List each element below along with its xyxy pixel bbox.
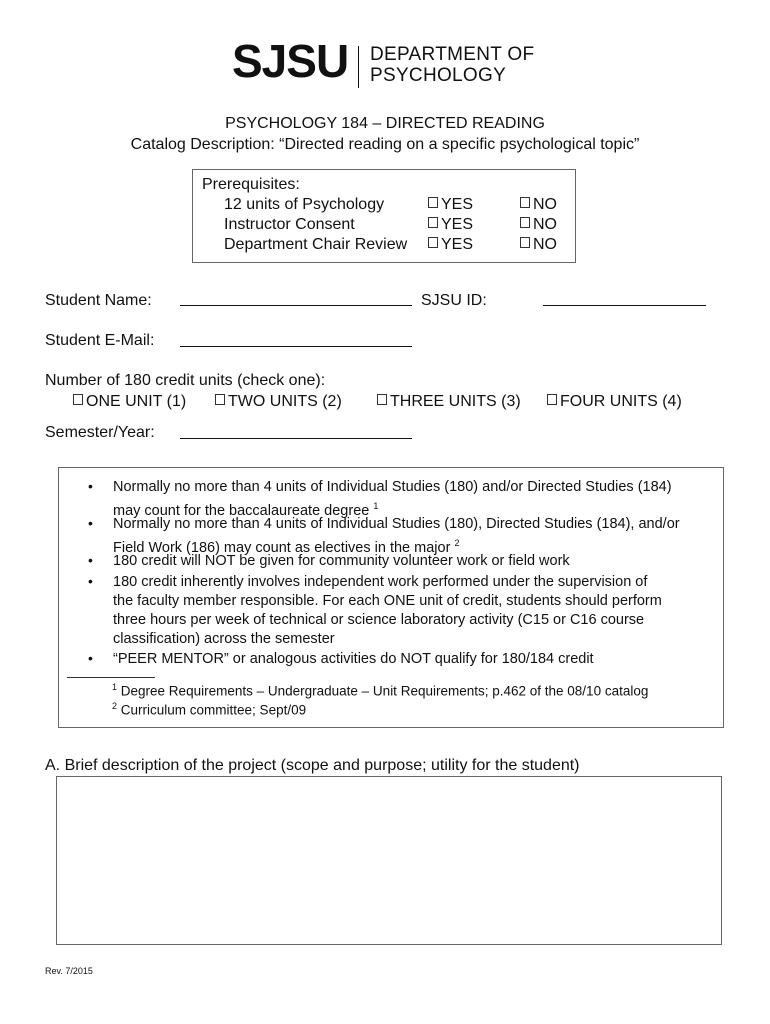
- unit-option-label: THREE UNITS (3): [390, 393, 521, 410]
- section-a-title: A. Brief description of the project (scope and purpose; utility for the student): [45, 757, 580, 774]
- revision-label: Rev. 7/2015: [45, 966, 93, 976]
- prereq-label-psychology-units: 12 units of Psychology: [224, 196, 385, 213]
- prereq-label-chair-review: Department Chair Review: [224, 236, 408, 253]
- checkbox-icon[interactable]: [547, 394, 557, 405]
- student-email-field[interactable]: [180, 346, 412, 347]
- unit-option-four[interactable]: [547, 393, 682, 411]
- checkbox-icon[interactable]: [428, 237, 438, 248]
- department-line-1: DEPARTMENT OF: [370, 44, 535, 65]
- no-label: NO: [533, 196, 557, 213]
- footnote: $^1$ Degree Requirements – Undergraduate – Unit Requirements; p.462 of the 08/10 catalog: [112, 682, 649, 699]
- prereq-yes-option[interactable]: [428, 216, 473, 234]
- prerequisites-title: Prerequisites:: [202, 176, 300, 193]
- note-item: 180 credit inherently involves independent work performed under the supervision of the faculty member responsible. For each ONE unit of credit, students should perform three hours per week of technical or science laboratory activity (C15 or C16 course classification) across the semester: [113, 574, 662, 647]
- checkbox-icon[interactable]: [73, 394, 83, 405]
- yes-label: YES: [441, 216, 474, 233]
- footnote-divider: [67, 677, 155, 678]
- sjsu-id-label: SJSU ID:: [421, 292, 487, 309]
- unit-option-three[interactable]: [377, 393, 521, 411]
- unit-option-label: FOUR UNITS (4): [560, 393, 682, 410]
- semester-year-label: Semester/Year:: [45, 424, 155, 441]
- unit-option-one[interactable]: [73, 393, 186, 411]
- no-label: NO: [533, 216, 557, 233]
- checkbox-icon[interactable]: [428, 217, 438, 228]
- prereq-no-option[interactable]: [520, 216, 557, 234]
- no-label: NO: [533, 236, 557, 253]
- project-description-input[interactable]: [56, 776, 722, 945]
- bullet-icon: •: [88, 573, 93, 589]
- checkbox-icon[interactable]: [215, 394, 225, 405]
- bullet-icon: •: [88, 650, 93, 666]
- unit-option-two[interactable]: [215, 393, 342, 411]
- semester-year-field[interactable]: [180, 438, 412, 439]
- footnote-ref: 1: [373, 501, 379, 511]
- note-item: Normally no more than 4 units of Individual Studies (180), Directed Studies (184), and/or Field Work (186) may count as electives in the major $^2$: [113, 516, 680, 556]
- department-name: [370, 44, 534, 86]
- student-name-field[interactable]: [180, 305, 412, 306]
- footnote: $^2$ Curriculum committee; Sept/09: [112, 701, 307, 718]
- note-item: Normally no more than 4 units of Individual Studies (180) and/or Directed Studies (184) may count for the baccalaureate degree $^1$: [113, 479, 672, 519]
- sjsu-id-field[interactable]: [543, 305, 706, 306]
- checkbox-icon[interactable]: [520, 237, 530, 248]
- student-name-label: Student Name:: [45, 292, 152, 309]
- prereq-no-option[interactable]: [520, 196, 557, 214]
- sjsu-logo: SJSU: [232, 35, 349, 87]
- bullet-icon: •: [88, 515, 93, 531]
- department-line-2: PSYCHOLOGY: [370, 65, 507, 86]
- units-prompt: Number of 180 credit units (check one):: [45, 372, 326, 389]
- unit-option-label: ONE UNIT (1): [86, 393, 187, 410]
- catalog-description: Catalog Description: “Directed reading on a specific psychological topic”: [130, 136, 640, 153]
- prereq-label-instructor-consent: Instructor Consent: [224, 216, 355, 233]
- yes-label: YES: [441, 236, 474, 253]
- checkbox-icon[interactable]: [520, 217, 530, 228]
- checkbox-icon[interactable]: [520, 197, 530, 208]
- checkbox-icon[interactable]: [428, 197, 438, 208]
- yes-label: YES: [441, 196, 474, 213]
- course-title: PSYCHOLOGY 184 – DIRECTED READING: [225, 115, 545, 132]
- checkbox-icon[interactable]: [377, 394, 387, 405]
- footnote-ref: 2: [454, 538, 460, 548]
- prereq-yes-option[interactable]: [428, 196, 473, 214]
- bullet-icon: •: [88, 478, 93, 494]
- prereq-yes-option[interactable]: [428, 236, 473, 254]
- bullet-icon: •: [88, 552, 93, 568]
- note-item: “PEER MENTOR” or analogous activities do NOT qualify for 180/184 credit: [113, 651, 594, 667]
- note-item: 180 credit will NOT be given for community volunteer work or field work: [113, 553, 570, 569]
- unit-option-label: TWO UNITS (2): [228, 393, 342, 410]
- logo-divider: [358, 46, 359, 88]
- student-email-label: Student E-Mail:: [45, 332, 155, 349]
- prereq-no-option[interactable]: [520, 236, 557, 254]
